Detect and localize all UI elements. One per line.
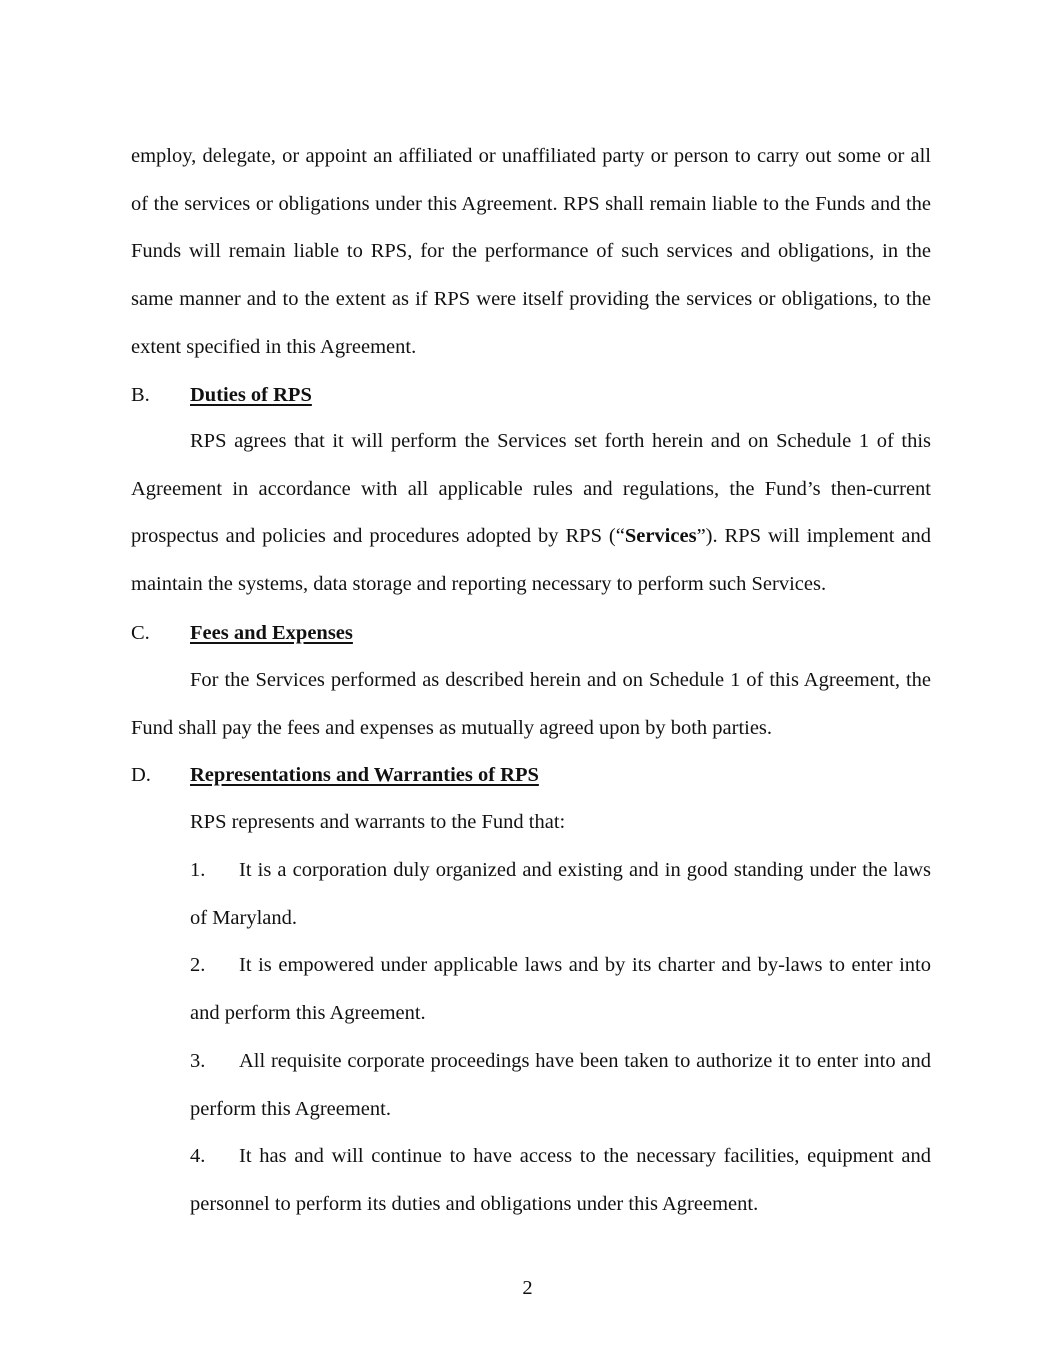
section-c-body: For the Services performed as described herein and on Schedule 1 of this Agreement, the Fund shall pay the fees and expenses as mutually agreed upon by both parties.: [131, 669, 931, 739]
page-number: 2: [522, 1277, 533, 1299]
section-d-title: Representations and Warranties of RPS: [190, 764, 539, 786]
list-item-number: 2.: [190, 954, 206, 976]
section-b-title: Duties of RPS: [190, 384, 312, 406]
list-item-number: 4.: [190, 1145, 206, 1167]
list-item: [190, 1133, 931, 1228]
list-item-number: 1.: [190, 859, 206, 881]
section-b-heading: [131, 380, 312, 410]
list-item-text: It has and will continue to have access to the necessary facilities, equipment and personnel to perform its duties and obligations under this Agreement.: [190, 1145, 931, 1215]
section-c-title: Fees and Expenses: [190, 622, 353, 644]
section-d-heading: [131, 760, 539, 790]
section-b-body-before: RPS agrees that it will perform the Services set forth herein and on Schedule 1 of this Agreement in accordance with all applicable rules and regulations, the Fund’s then-current prospectus and policies and procedures adopted by RPS (“: [131, 430, 931, 548]
section-d-letter: D.: [131, 764, 151, 786]
intro-paragraph: employ, delegate, or appoint an affiliated or unaffiliated party or person to carry out some or all of the services or obligations under this Agreement. RPS shall remain liable to the Funds and the Funds will remain liable to RPS, for the performance of such services and obligations, in the same manner and to the extent as if RPS were itself providing the services or obligations, to the extent specified in this Agreement.: [131, 145, 931, 358]
section-c-letter: C.: [131, 622, 150, 644]
list-item-text: It is empowered under applicable laws and by its charter and by-laws to enter into and perform this Agreement.: [190, 954, 931, 1024]
section-b-body-bold: Services: [624, 525, 697, 548]
list-item-text: All requisite corporate proceedings have been taken to authorize it to enter into and perform this Agreement.: [190, 1050, 931, 1120]
section-d-lead: RPS represents and warrants to the Fund that:: [190, 811, 566, 833]
section-b-body: [131, 418, 931, 609]
list-item-number: 3.: [190, 1050, 206, 1072]
section-b-body-after: ”). RPS will implement and maintain the systems, data storage and reporting necessary to perform such Services.: [131, 525, 931, 596]
list-item: [190, 847, 931, 942]
list-item: [190, 1038, 931, 1133]
section-b-letter: B.: [131, 384, 150, 406]
list-item: [190, 942, 931, 1037]
list-item-text: It is a corporation duly organized and existing and in good standing under the laws of Maryland.: [190, 859, 931, 929]
section-c-heading: [131, 618, 353, 648]
